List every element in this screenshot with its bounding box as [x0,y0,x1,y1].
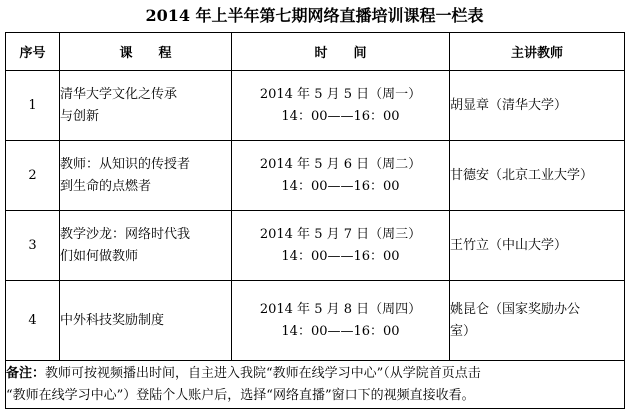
row-time [232,71,450,141]
course-line: 与创新 [60,108,100,124]
row-teacher [450,71,625,141]
row-no: 1 [6,71,60,141]
table-row [6,211,625,281]
note-line [6,363,624,385]
course-line: 教学沙龙：网络时代我 [60,226,191,242]
row-date: 2014 年 5 月 8 日（周四） [259,301,422,317]
course-line: 到生命的点燃者 [60,178,152,194]
teacher-line: 王竹立（中山大学） [450,237,568,253]
row-date: 2014 年 5 月 6 日（周二） [259,156,422,172]
row-no: 4 [6,281,60,361]
row-time [232,141,450,211]
table-row [6,281,625,361]
table-header-row [6,33,625,71]
course-line: 中外科技奖励制度 [60,312,165,328]
row-hours: 14：00——16：00 [281,248,400,264]
teacher-line: 胡显章（清华大学） [450,97,568,113]
row-no: 3 [6,211,60,281]
teacher-line: 姚昆仑（国家奖励办公 [450,301,581,317]
row-teacher [450,211,625,281]
header-teacher: 主讲教师 [450,33,625,71]
row-course [60,211,232,281]
header-time: 时 间 [232,33,450,71]
note-label: 备注： [6,365,46,381]
table-row [6,141,625,211]
row-date: 2014 年 5 月 5 日（周一） [259,86,422,102]
table-row [6,71,625,141]
teacher-line: 甘德安（北京工业大学） [450,167,594,183]
header-no: 序号 [6,33,60,71]
note-text-1: 教师可按视频播出时间，自主进入我院“教师在线学习中心”（从学院首页点击 [45,365,481,381]
row-hours: 14：00——16：00 [281,108,400,124]
course-line: 清华大学文化之传承 [60,86,178,102]
row-time [232,211,450,281]
row-course [60,281,232,361]
row-teacher [450,281,625,361]
teacher-line: 室） [450,323,477,339]
note-cell [6,361,625,409]
row-teacher [450,141,625,211]
row-course [60,71,232,141]
header-course: 课 程 [60,33,232,71]
course-line: 们如何做教师 [60,248,139,264]
row-no: 2 [6,141,60,211]
row-hours: 14：00——16：00 [281,178,400,194]
row-hours: 14：00——16：00 [281,323,400,339]
note-text-2: “教师在线学习中心”）登陆个人账户后，选择“网络直播”窗口下的视频直接收看。 [6,387,475,403]
note-row [6,361,625,409]
page-title: 2014 年上半年第七期网络直播培训课程一栏表 [145,6,484,25]
course-line: 教师：从知识的传授者 [60,156,191,172]
row-course [60,141,232,211]
row-date: 2014 年 5 月 7 日（周三） [259,226,422,242]
row-time [232,281,450,361]
schedule-table [5,32,625,409]
